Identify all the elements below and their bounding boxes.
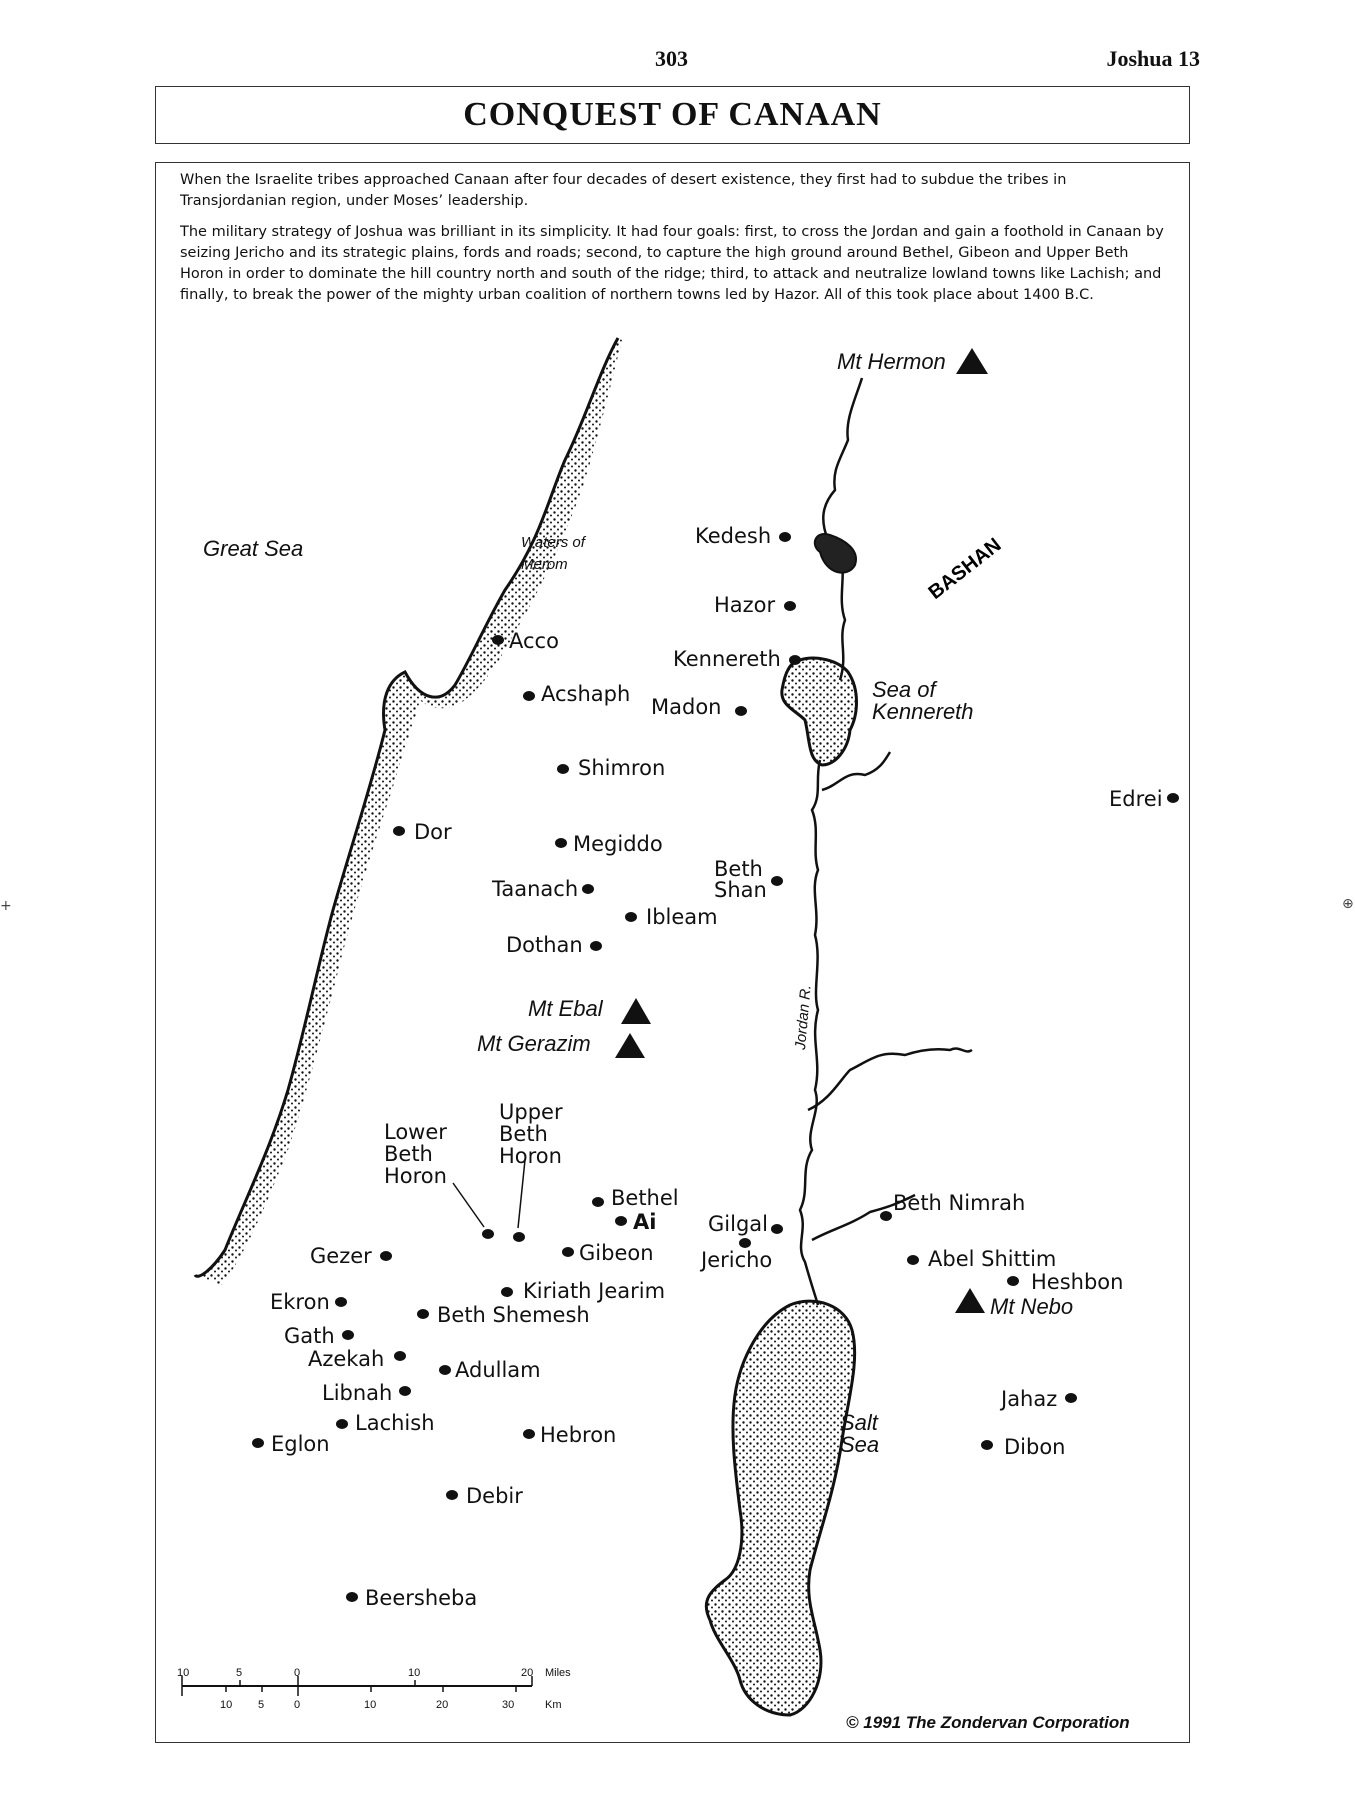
city-dot (557, 764, 569, 774)
mountain-icon (955, 1288, 985, 1313)
scale-km-tick: 10 (220, 1699, 233, 1711)
label-bethel: Bethel (611, 1186, 679, 1210)
label-great-sea: Great Sea (203, 536, 304, 561)
city-dot (739, 1238, 751, 1248)
waters-of-merom-lake (815, 534, 856, 573)
city-dot (446, 1490, 458, 1500)
label-gibeon: Gibeon (579, 1241, 654, 1265)
label-lower-beth-horon-1: Lower (384, 1120, 447, 1144)
leader-lines (453, 1160, 525, 1228)
label-dibon: Dibon (1004, 1435, 1066, 1459)
city-dot (779, 532, 791, 542)
label-mt-nebo: Mt Nebo (990, 1294, 1074, 1319)
label-jahaz: Jahaz (1001, 1387, 1058, 1411)
scale-miles-tick: 10 (408, 1667, 421, 1679)
city-dot (399, 1386, 411, 1396)
city-dot (523, 1429, 535, 1439)
label-salt-sea-1: Salt (840, 1410, 878, 1435)
label-acco: Acco (509, 629, 559, 653)
mountain-icon (956, 348, 988, 374)
label-beth-shan-2: Shan (714, 878, 767, 902)
city-dot (393, 826, 405, 836)
label-libnah: Libnah (322, 1381, 393, 1405)
label-shimron: Shimron (578, 756, 666, 780)
label-heshbon: Heshbon (1031, 1270, 1124, 1294)
city-dot (1065, 1393, 1077, 1403)
city-dot (380, 1251, 392, 1261)
label-beth-shemesh: Beth Shemesh (437, 1303, 590, 1327)
label-ibleam: Ibleam (646, 905, 718, 929)
city-dot (492, 635, 504, 645)
city-dot (625, 912, 637, 922)
label-sea-of-kennereth-1: Sea of (872, 677, 936, 702)
label-waters-of-merom-2: Merom (521, 556, 568, 573)
city-dot (394, 1351, 406, 1361)
label-dor: Dor (414, 820, 452, 844)
label-madon: Madon (651, 695, 722, 719)
label-gilgal: Gilgal (708, 1212, 768, 1236)
scale-km-tick: 0 (294, 1699, 301, 1711)
scale-km-tick: 5 (258, 1699, 265, 1711)
label-azekah: Azekah (308, 1347, 385, 1371)
city-dot (784, 601, 796, 611)
scale-km-tick: 20 (436, 1699, 449, 1711)
registration-mark-right: ⊕ (1342, 896, 1354, 912)
page-number: 303 (655, 46, 688, 71)
label-jordan-river: Jordan R. (792, 984, 815, 1051)
city-dot (592, 1197, 604, 1207)
label-ekron: Ekron (270, 1290, 330, 1314)
city-dot (555, 838, 567, 848)
city-dot (523, 691, 535, 701)
city-dot (336, 1419, 348, 1429)
label-salt-sea-2: Sea (840, 1432, 880, 1457)
intro-paragraph-1: When the Israelite tribes approached Canaan after four decades of desert existence, they first had to subdue the tribes in Transjordanian region, under Moses’ leadership. (180, 172, 1067, 209)
city-dot (615, 1216, 627, 1226)
registration-mark-left: + (0, 898, 12, 914)
label-acshaph: Acshaph (541, 682, 631, 706)
label-ai: Ai (633, 1210, 657, 1234)
label-jericho: Jericho (701, 1248, 773, 1272)
label-hazor: Hazor (714, 593, 776, 617)
city-dot (582, 884, 594, 894)
city-dot (501, 1287, 513, 1297)
sea-of-kennereth (782, 658, 857, 765)
scale-km-unit: Km (545, 1699, 562, 1711)
chapter-label: Joshua 13 (1106, 46, 1200, 71)
label-bashan: BASHAN (924, 533, 1006, 604)
label-upper-beth-horon-3: Horon (499, 1144, 562, 1168)
label-dothan: Dothan (506, 933, 583, 957)
mountain-icon (621, 998, 651, 1024)
city-dot (482, 1229, 494, 1239)
label-eglon: Eglon (271, 1432, 330, 1456)
page-title: CONQUEST OF CANAAN (463, 96, 882, 133)
city-dot (252, 1438, 264, 1448)
label-sea-of-kennereth-2: Kennereth (872, 699, 974, 724)
city-dot (346, 1592, 358, 1602)
city-dot (562, 1247, 574, 1257)
label-upper-beth-horon-2: Beth (499, 1122, 548, 1146)
label-mt-gerazim: Mt Gerazim (477, 1031, 591, 1056)
city-dot (771, 876, 783, 886)
label-lower-beth-horon-2: Beth (384, 1142, 433, 1166)
scale-miles-unit: Miles (545, 1667, 571, 1679)
label-gezer: Gezer (310, 1244, 372, 1268)
scale-miles-tick: 5 (236, 1667, 243, 1679)
scale-bar (177, 1667, 571, 1711)
city-dot (439, 1365, 451, 1375)
label-taanach: Taanach (492, 877, 579, 901)
label-edrei: Edrei (1109, 787, 1163, 811)
label-adullam: Adullam (455, 1358, 541, 1382)
scale-km-tick: 10 (364, 1699, 377, 1711)
city-dot (880, 1211, 892, 1221)
city-dot (981, 1440, 993, 1450)
city-dot (789, 655, 801, 665)
label-kedesh: Kedesh (695, 524, 772, 548)
label-abel-shittim: Abel Shittim (928, 1247, 1057, 1271)
label-debir: Debir (466, 1484, 523, 1508)
city-dot (417, 1309, 429, 1319)
label-gath: Gath (284, 1324, 335, 1348)
city-dot (335, 1297, 347, 1307)
city-dot (771, 1224, 783, 1234)
intro-paragraph-2: The military strategy of Joshua was brilliant in its simplicity. It had four goals: first, to cross the Jordan and gain a foothold in Canaan by seizing Jericho and its strategic plains, fords and roads; second, to capture the high ground around Bethel, Gibeon and Upper Beth Horon in order to dominate the hill country north and south of the ridge; third, to attack and neutralize lowland towns like Lachish; and finally, to break the power of the mighty urban coalition of northern towns led by Hazor. All of this took place about 1400 B.C. (180, 224, 1164, 303)
city-dot (1007, 1276, 1019, 1286)
label-beth-nimrah: Beth Nimrah (893, 1191, 1026, 1215)
city-dot (735, 706, 747, 716)
jordan-river (800, 378, 972, 1305)
label-upper-beth-horon-1: Upper (499, 1100, 563, 1124)
label-mt-ebal: Mt Ebal (528, 996, 603, 1021)
scale-miles-tick: 20 (521, 1667, 534, 1679)
city-dot (1167, 793, 1179, 803)
scale-miles-tick: 10 (177, 1667, 190, 1679)
label-hebron: Hebron (540, 1423, 617, 1447)
city-dot (342, 1330, 354, 1340)
city-dot (590, 941, 602, 951)
label-lower-beth-horon-3: Horon (384, 1164, 447, 1188)
salt-sea (706, 1301, 854, 1715)
label-beersheba: Beersheba (365, 1586, 478, 1610)
label-lachish: Lachish (355, 1411, 435, 1435)
label-kennereth: Kennereth (673, 647, 781, 671)
city-dot (907, 1255, 919, 1265)
mountain-icon (615, 1033, 645, 1058)
label-beth-shan-1: Beth (714, 857, 763, 881)
label-megiddo: Megiddo (573, 832, 663, 856)
label-kiriath-jearim: Kiriath Jearim (523, 1279, 666, 1303)
city-dot (513, 1232, 525, 1242)
scale-miles-tick: 0 (294, 1667, 301, 1679)
label-waters-of-merom-1: Waters of (521, 534, 585, 551)
copyright-notice: © 1991 The Zondervan Corporation (846, 1713, 1130, 1732)
scale-km-tick: 30 (502, 1699, 515, 1711)
label-mt-hermon: Mt Hermon (837, 349, 946, 374)
